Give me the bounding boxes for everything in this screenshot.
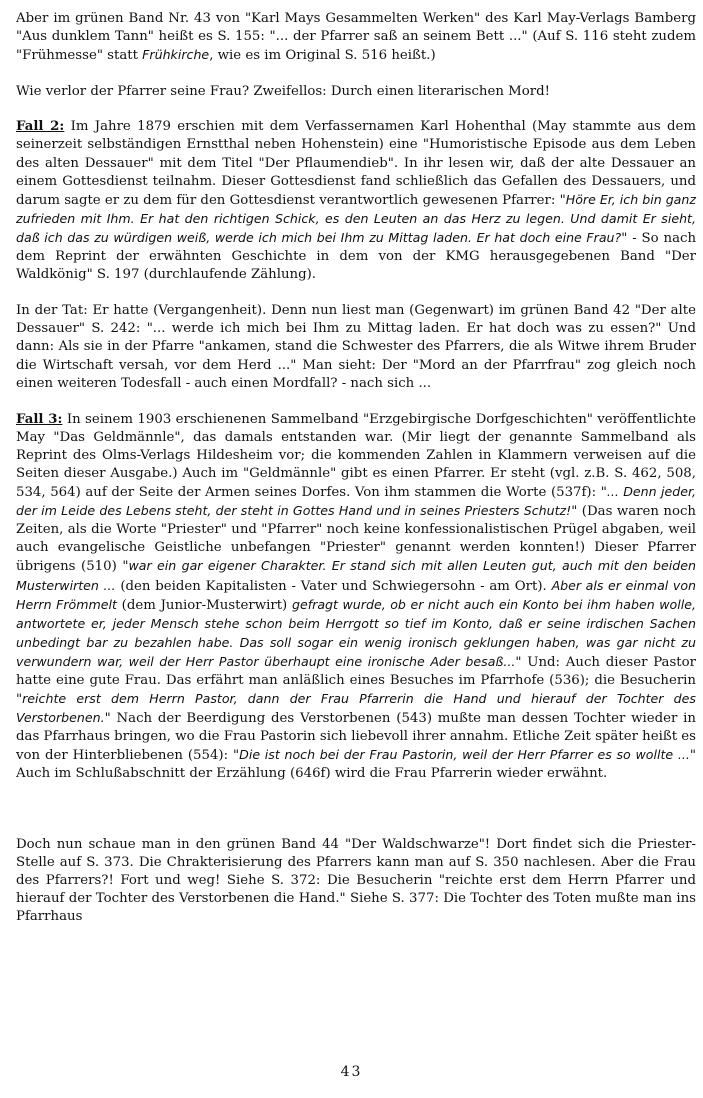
text-run: " Und: Auch dieser Pastor hatte eine gute Frau. Das erfährt man anläßlich eines Besuches im Pfarrhofe (536); die Besucherin " <box>16 654 697 708</box>
text-run: " Auch im Schlußabschnitt der Erzählung (646f) wird die Frau Pfarrerin wieder erwähnt. <box>16 748 696 782</box>
text-run: , wie es im Original S. 516 heißt.) <box>209 48 436 64</box>
paragraph-intro <box>16 10 696 65</box>
quotation: reichte erst dem Herrn Pastor, dann der Frau Pfarrerin die Hand und hierauf der Tochter des Verstorbenen. <box>16 691 696 726</box>
quoted-word: Frühkirche <box>142 47 210 63</box>
text-run: " Nach der Beerdigung des Verstorbenen (543) mußte man dessen Tochter wieder in das Pfarrhaus bringen, wo die Frau Pastorin sich liebevoll ihrer annahm. Etliche Zeit später heißt es von der Hinterbliebenen (554): " <box>16 711 696 764</box>
fall-2-heading: Fall 2: <box>16 119 65 135</box>
paragraph-question: Wie verlor der Pfarrer seine Frau? Zweifellos: Durch einen literarischen Mord! <box>16 84 550 100</box>
text-run: (den beiden Kapitalisten - Vater und Schwiegersohn - am Ort). <box>115 578 552 594</box>
text-run: " - So nach dem Reprint der erwähnten Geschichte in dem von der KMG herausgegebenen Band "Der Waldkönig" S. 197 (durchlaufende Zählung). <box>16 230 697 283</box>
paragraph-in-der-tat: In der Tat: Er hatte (Vergangenheit). Denn nun liest man (Gegenwart) im grünen Band 42 "Der alte Dessauer" S. 242: "... werde ich mich bei Ihm zu Mittag laden. Er hat doch was zu essen?" Und dann: Als sie in der Pfarre "ankamen, stand die Schwester des Pfarrers, die als Witwe ihrem Bruder die Wirtschaft versah, vor dem Herd ..." Man sieht: Der "Mord an der Pfarrfrau" zog gleich noch einen weiteren Todesfall - auch einen Mordfall? - nach sich ... <box>16 303 696 391</box>
paragraph-fall-3 <box>16 411 696 784</box>
text-run: In seinem 1903 erschienenen Sammelband "Erzgebirgische Dorfgeschichten" veröffentlichte May "Das Geldmännle", das damals entstanden war. (Mir liegt der genannte Sammelband als Reprint des Olms-Verlags Hildesheim vor; die kommenden Zahlen in Klammern verweisen auf die Seiten dieser Ausgabe.) Auch im "Geldmännle" gibt es einen Pfarrer. Er steht (vgl. z.B. S. 462, 508, 534, 564) auf der Seite der Armen seines Dorfes. Von ihm stammen die Worte (537f): " <box>16 411 696 501</box>
quotation: Höre Er, ich bin ganz zufrieden mit Ihm. Er hat den richtigen Schick, es den Leuten an das Herz zu legen. Und damit Er sieht, daß ich das zu würdigen weiß, werde ich mich bei Ihm zu Mittag laden. Er hat doch eine Frau? <box>16 191 696 245</box>
quotation: ... Denn jeder, der im Leide des Lebens steht, der steht in Gottes Hand und in seines Priesters Schutz! <box>16 484 696 519</box>
paragraph-fall-2 <box>16 118 696 284</box>
document-page <box>16 10 696 926</box>
quotation: Aber als er einmal von Herrn Frömmelt <box>16 577 697 612</box>
fall-3-heading: Fall 3: <box>16 411 63 427</box>
paragraph-waldschwarze: Doch nun schaue man in den grünen Band 44 "Der Waldschwarze"! Dort findet sich die Priester-Stelle auf S. 373. Die Chrakterisierung des Pfarrers kann man auf S. 350 nachlesen. Aber die Frau des Pfarrers?! Fort und weg! Siehe S. 372: Die Besucherin "reichte erst dem Herrn Pfarrer und hierauf der Tochter des Verstorbenen die Hand." Siehe S. 377: Die Tochter des Toten mußte man ins Pfarrhaus <box>16 836 696 924</box>
quotation: war ein gar eigener Charakter. Er stand sich mit allen Leuten gut, auch mit den beiden Musterwirten ... <box>16 558 697 593</box>
quotation: Die ist noch bei der Frau Pastorin, weil der Herr Pfarrer es so wollte ... <box>239 747 690 763</box>
text-run: " (Das waren noch Zeiten, als die Worte "Priester" und "Pfarrer" noch keine konfessionalistischen Prügel abgaben, weil auch evangelische Geistliche unbefangen "Priester" genannt werden konnten!) Dieser Pfarrer übrigens (510) " <box>16 504 697 575</box>
quotation: gefragt wurde, ob er nicht auch ein Konto bei ihm haben wolle, antwortete er, jeder Mensch stehe schon beim Herrgott so tief im Konto, daß er seine irdischen Sachen unbedingt bar zu bezahlen habe. Das soll sogar ein wenig ironisch geklungen haben, was gar nicht zu verwundern war, weil der Herr Pastor überhaupt eine ironische Ader besaß... <box>16 596 696 669</box>
text-run: Aber im grünen Band Nr. 43 von "Karl Mays Gesammelten Werken" des Karl May-Verlags Bamberg "Aus dunklem Tann" heißt es S. 155: "... der Pfarrer saß an seinem Bett ..." (Auf S. 116 steht zudem "Frühmesse" statt <box>16 11 696 64</box>
text-run: Im Jahre 1879 erschien mit dem Verfassernamen Karl Hohenthal (May stammte aus dem seinerzeit selbständigen Ernstthal neben Hohenstein) eine "Humoristische Episode aus dem Leben des alten Dessauer" mit dem Titel "Der Pflaumendieb". In ihr lesen wir, daß der alte Dessauer an einem Gottesdienst teilnahm. Dieser Gottesdienst fand schließlich das Gefallen des Dessauers, und darum sagte er zu dem für den Gottesdienst verantwortlich gewesenen Pfarrer: " <box>16 119 696 208</box>
page-number: 43 <box>340 1064 363 1080</box>
text-run: (dem Junior-Musterwirt) <box>116 597 292 613</box>
